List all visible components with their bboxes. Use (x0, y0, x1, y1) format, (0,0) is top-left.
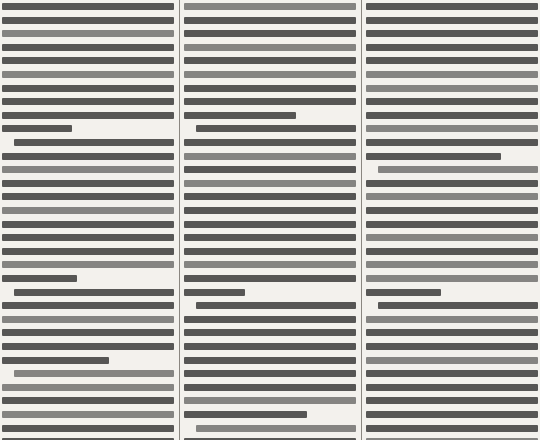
text-line (366, 329, 538, 336)
text-line (196, 125, 356, 132)
text-line (184, 343, 356, 350)
text-line (366, 316, 538, 323)
text-line (366, 193, 538, 200)
text-line (184, 207, 356, 214)
text-line (184, 57, 356, 64)
column-divider (179, 0, 180, 440)
text-line (2, 44, 174, 51)
text-line (2, 98, 174, 105)
text-line (2, 411, 174, 418)
text-line (184, 411, 307, 418)
text-line (2, 357, 109, 364)
text-line (366, 98, 538, 105)
text-line (14, 289, 174, 296)
text-line (184, 384, 356, 391)
text-line (2, 207, 174, 214)
text-line (2, 329, 174, 336)
text-line (184, 357, 356, 364)
text-line (366, 112, 538, 119)
text-line (2, 234, 174, 241)
text-line (2, 221, 174, 228)
text-line (366, 139, 538, 146)
text-line (184, 248, 356, 255)
text-line (2, 248, 174, 255)
text-column-left (0, 0, 176, 440)
text-line (366, 44, 538, 51)
text-line (2, 30, 174, 37)
text-line (366, 3, 538, 10)
text-line (378, 302, 538, 309)
text-line (2, 384, 174, 391)
text-line (366, 57, 538, 64)
text-line (366, 289, 441, 296)
text-line (184, 275, 356, 282)
text-line (184, 98, 356, 105)
text-line (366, 248, 538, 255)
text-line (2, 112, 174, 119)
text-line (2, 343, 174, 350)
text-line (184, 397, 356, 404)
text-line (184, 316, 356, 323)
text-line (366, 221, 538, 228)
text-line (184, 71, 356, 78)
text-line (2, 153, 174, 160)
text-line (184, 261, 356, 268)
text-line (184, 166, 356, 173)
text-line (184, 180, 356, 187)
text-line (366, 261, 538, 268)
text-column-middle (182, 0, 358, 440)
text-line (2, 275, 77, 282)
text-line (184, 30, 356, 37)
text-line (2, 166, 174, 173)
text-line (366, 207, 538, 214)
text-line (2, 3, 174, 10)
text-line (366, 30, 538, 37)
text-line (366, 384, 538, 391)
text-line (184, 221, 356, 228)
text-line (366, 343, 538, 350)
text-line (2, 17, 174, 24)
text-line (184, 3, 356, 10)
text-line (196, 425, 356, 432)
text-line (366, 370, 538, 377)
column-divider (361, 0, 362, 440)
text-line (184, 370, 356, 377)
text-line (366, 357, 538, 364)
text-line (2, 425, 174, 432)
text-line (2, 71, 174, 78)
text-line (184, 17, 356, 24)
text-line (184, 139, 356, 146)
text-line (184, 193, 356, 200)
text-line (184, 289, 245, 296)
text-line (184, 153, 356, 160)
text-line (366, 411, 538, 418)
text-line (2, 57, 174, 64)
text-line (378, 166, 538, 173)
text-line (184, 112, 296, 119)
text-line (2, 316, 174, 323)
text-line (2, 180, 174, 187)
text-line (2, 397, 174, 404)
text-line (2, 193, 174, 200)
text-line (366, 125, 538, 132)
text-line (366, 397, 538, 404)
text-line (14, 139, 174, 146)
text-line (14, 370, 174, 377)
text-line (184, 329, 356, 336)
text-line (184, 44, 356, 51)
text-line (196, 302, 356, 309)
text-line (366, 71, 538, 78)
text-line (366, 234, 538, 241)
text-line (366, 180, 538, 187)
text-line (2, 125, 72, 132)
text-line (184, 85, 356, 92)
text-line (2, 261, 174, 268)
text-line (366, 425, 538, 432)
text-line (184, 234, 356, 241)
text-line (366, 153, 501, 160)
text-column-right (364, 0, 540, 440)
text-line (366, 275, 538, 282)
text-line (366, 85, 538, 92)
text-line (2, 302, 174, 309)
text-line (2, 85, 174, 92)
text-line (366, 17, 538, 24)
